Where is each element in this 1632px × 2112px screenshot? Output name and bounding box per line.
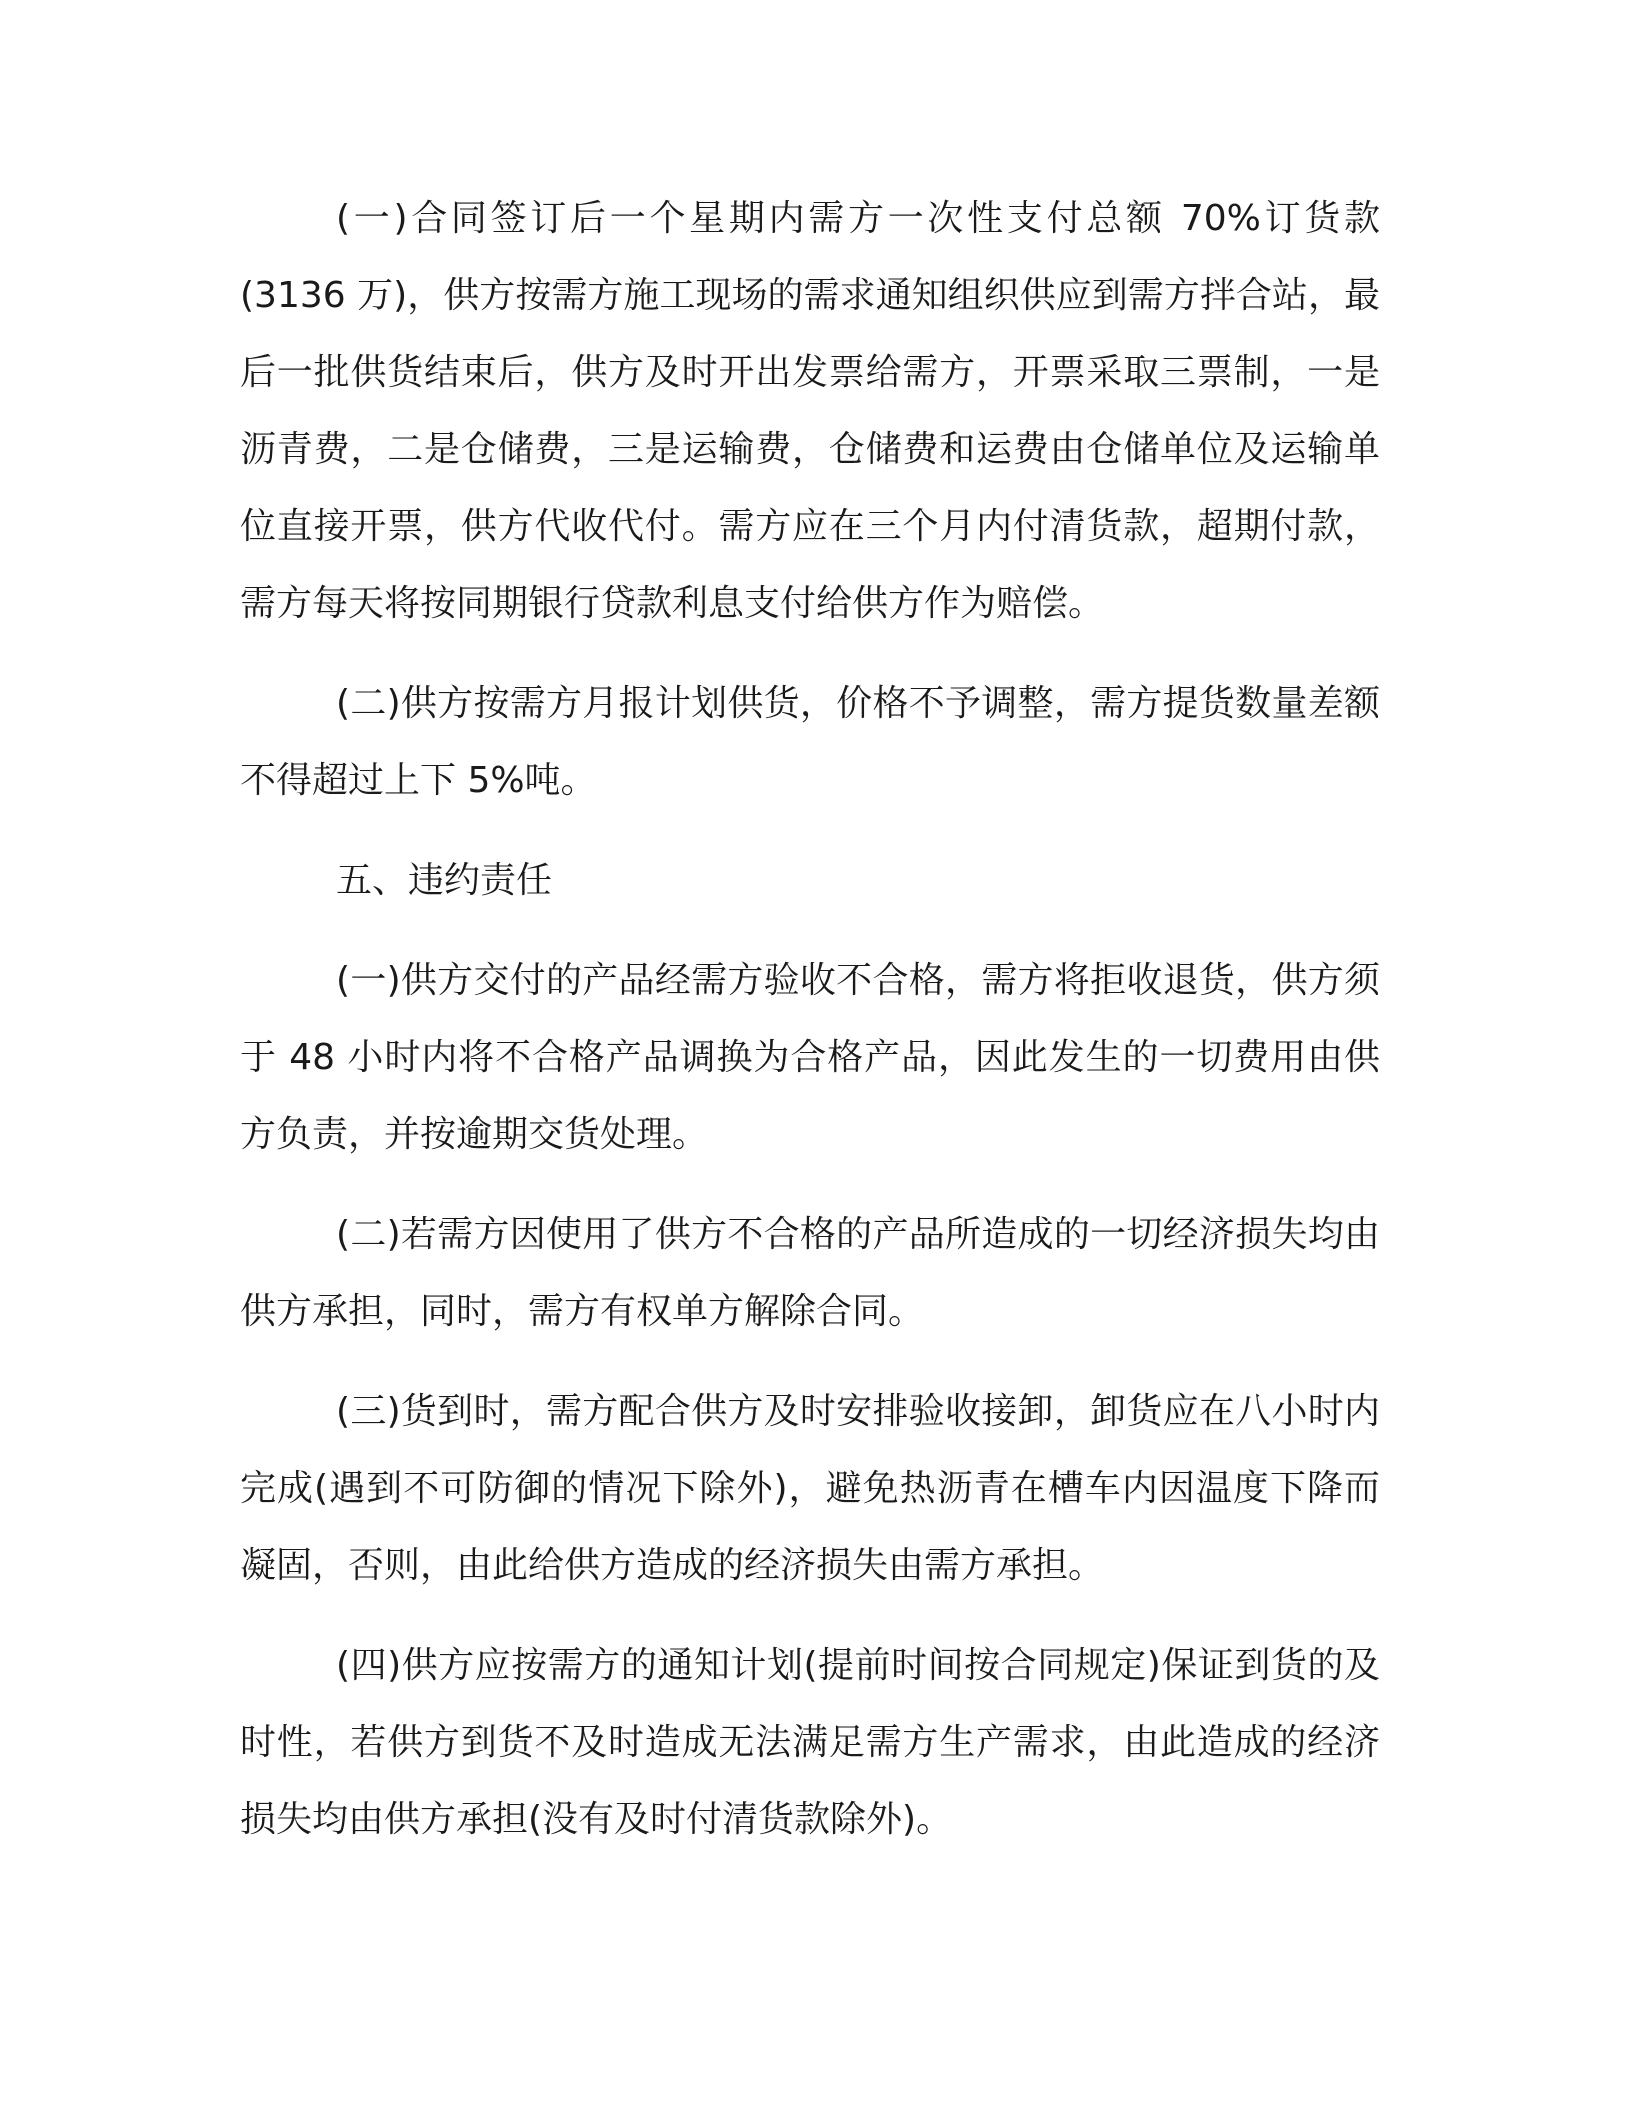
paragraph-liability-3: (三)货到时，需方配合供方及时安排验收接卸，卸货应在八小时内完成(遇到不可防御的情况下除外)，避免热沥青在槽车内因温度下降而凝固，否则，由此给供方造成的经济损失由需方承担。 — [240, 1391, 1380, 1586]
section-heading-liability: 五、违约责任 — [336, 860, 553, 901]
paragraph-supply-plan: (二)供方按需方月报计划供货，价格不予调整，需方提货数量差额不得超过上下 5%吨。 — [240, 683, 1380, 801]
paragraph-payment-terms: (一)合同签订后一个星期内需方一次性支付总额 70%订货款(3136 万)，供方按需方施工现场的需求通知组织供应到需方拌合站，最后一批供货结束后，供方及时开出发票给需方，开票采取三票制，一是沥青费，二是仓储费，三是运输费，仓储费和运费由仓储单位及运输单位直接开票，供方代收代付。需方应在三个月内付清货款，超期付款，需方每天将按同期银行贷款利息支付给供方作为赔偿。 — [240, 198, 1380, 624]
paragraph-liability-4: (四)供方应按需方的通知计划(提前时间按合同规定)保证到货的及时性，若供方到货不及时造成无法满足需方生产需求，由此造成的经济损失均由供方承担(没有及时付清货款除外)。 — [240, 1645, 1380, 1840]
paragraph-liability-2: (二)若需方因使用了供方不合格的产品所造成的一切经济损失均由供方承担，同时，需方有权单方解除合同。 — [240, 1214, 1380, 1332]
paragraph-liability-1: (一)供方交付的产品经需方验收不合格，需方将拒收退货，供方须于 48 小时内将不合格产品调换为合格产品，因此发生的一切费用由供方负责，并按逾期交货处理。 — [240, 960, 1380, 1155]
document-body — [240, 180, 1380, 1881]
